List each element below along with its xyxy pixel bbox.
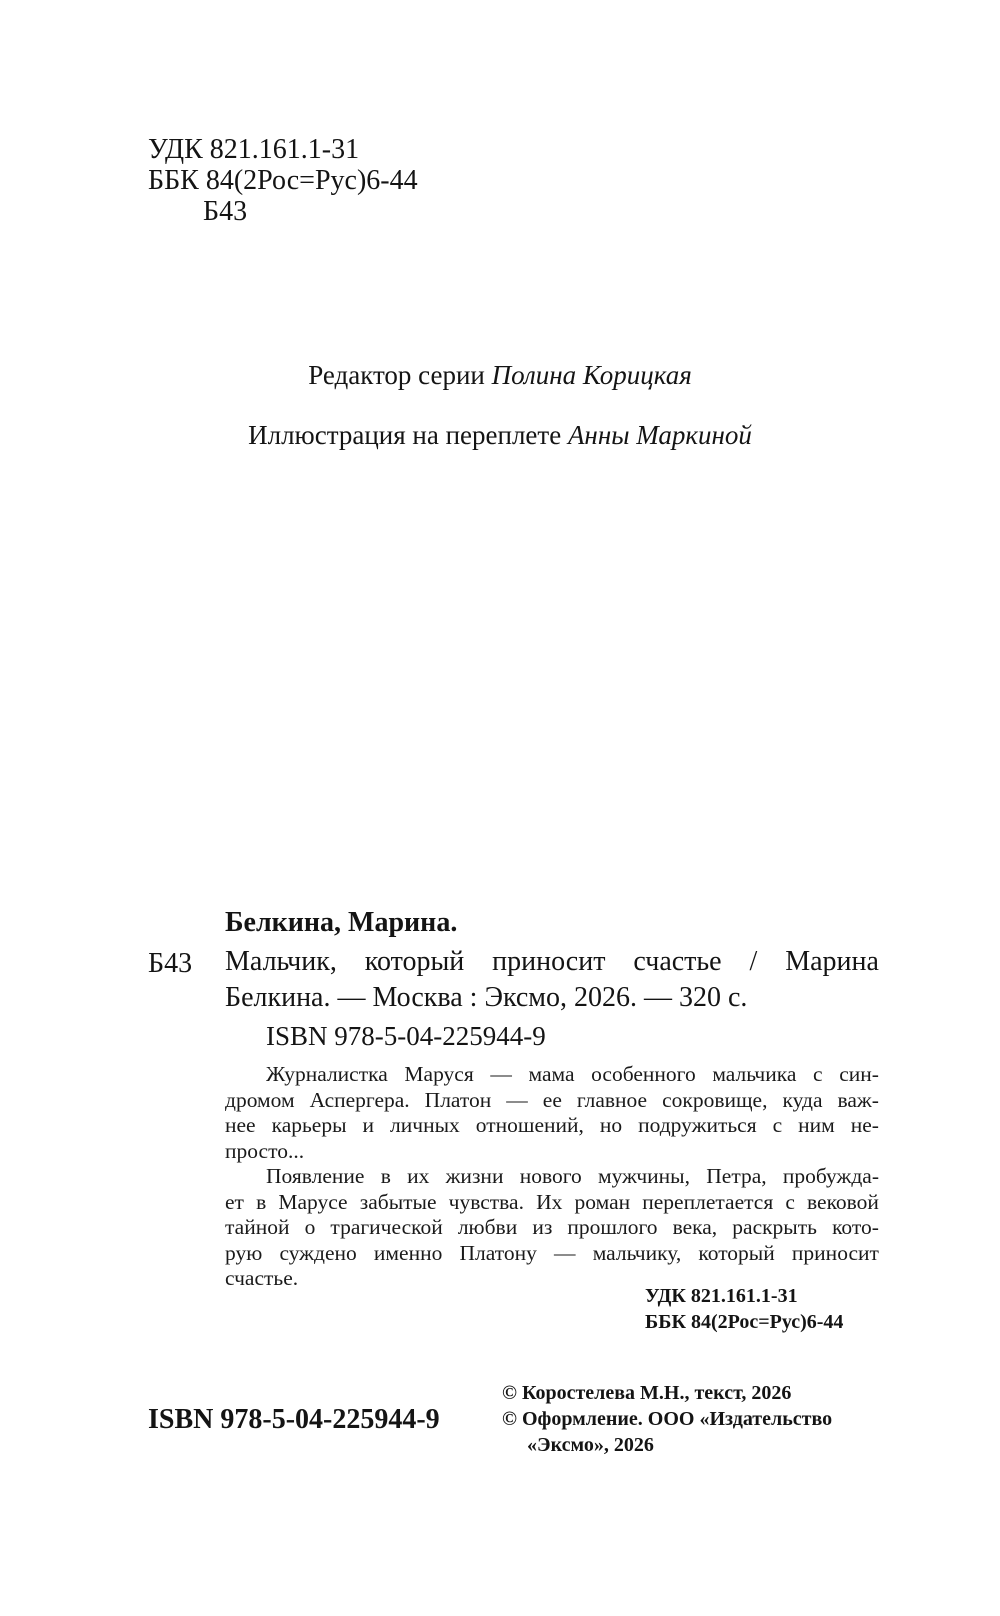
title-word: приносит: [492, 946, 606, 977]
header-classification-codes: [148, 134, 418, 227]
illustration-credit: [0, 420, 1000, 451]
catalog-isbn: ISBN 978-5-04-225944-9: [266, 1021, 546, 1051]
isbn-large: ISBN 978-5-04-225944-9: [148, 1404, 440, 1435]
annotation-line: счастье.: [225, 1266, 299, 1290]
annotation-line: рую суждено именно Платону — мальчику, который приносит: [225, 1240, 879, 1265]
copyright-line-1: © Коростелева М.Н., текст, 2026: [502, 1382, 792, 1404]
illustrator-name: Анны Маркиной: [567, 420, 752, 450]
annotation-line: дромом Аспергера. Платон — ее главное сокровище, куда важ-: [225, 1087, 879, 1112]
title-line-1: [225, 944, 879, 980]
title-word: /: [749, 946, 758, 977]
footer-classification-codes: [645, 1283, 843, 1335]
annotation-line: тайной о трагической любви из прошлого века, раскрыть кото-: [225, 1215, 879, 1239]
footer-udk-code: УДК 821.161.1-31: [645, 1285, 798, 1307]
annotation-paragraph-2: [225, 1164, 879, 1292]
title-word: счастье: [633, 946, 722, 977]
title-word: Марина: [785, 946, 879, 977]
catalog-author: Белкина, Марина.: [225, 907, 458, 938]
annotation-line: Журналистка Маруся — мама особенного мальчика с син-: [266, 1062, 879, 1086]
title-line-2: Белкина. — Москва : Эксмо, 2026. — 320 с.: [225, 982, 748, 1013]
title-word: который: [364, 946, 465, 977]
editor-name: Полина Корицкая: [491, 360, 692, 390]
annotation: [225, 1062, 879, 1292]
author-mark: Б43: [203, 196, 248, 227]
annotation-line: ет в Марусе забытые чувства. Их роман переплетается с вековой: [225, 1189, 879, 1214]
annotation-line: нее карьеры и личных отношений, но подружиться с ним не-: [225, 1113, 879, 1137]
bbk-code: ББК 84(2Рос=Рус)6-44: [148, 165, 418, 196]
udk-code: УДК 821.161.1-31: [148, 134, 360, 165]
copyright-line-2: © Оформление. ООО «Издательство: [502, 1408, 833, 1430]
title-word: Мальчик,: [225, 946, 337, 977]
copyright-notice: [502, 1380, 832, 1458]
footer-bbk-code: ББК 84(2Рос=Рус)6-44: [645, 1311, 844, 1333]
catalog-title-block: [225, 944, 879, 1016]
illustration-label: Иллюстрация на переплете: [248, 420, 568, 450]
editor-label: Редактор серии: [308, 360, 492, 390]
series-editor-credit: [0, 360, 1000, 391]
catalog-author-mark: Б43: [148, 948, 193, 979]
copyright-line-3: «Эксмо», 2026: [527, 1434, 654, 1456]
annotation-line: Появление в их жизни нового мужчины, Петра, пробужда-: [266, 1164, 879, 1188]
annotation-line: просто...: [225, 1138, 305, 1163]
annotation-paragraph-1: [225, 1062, 879, 1164]
